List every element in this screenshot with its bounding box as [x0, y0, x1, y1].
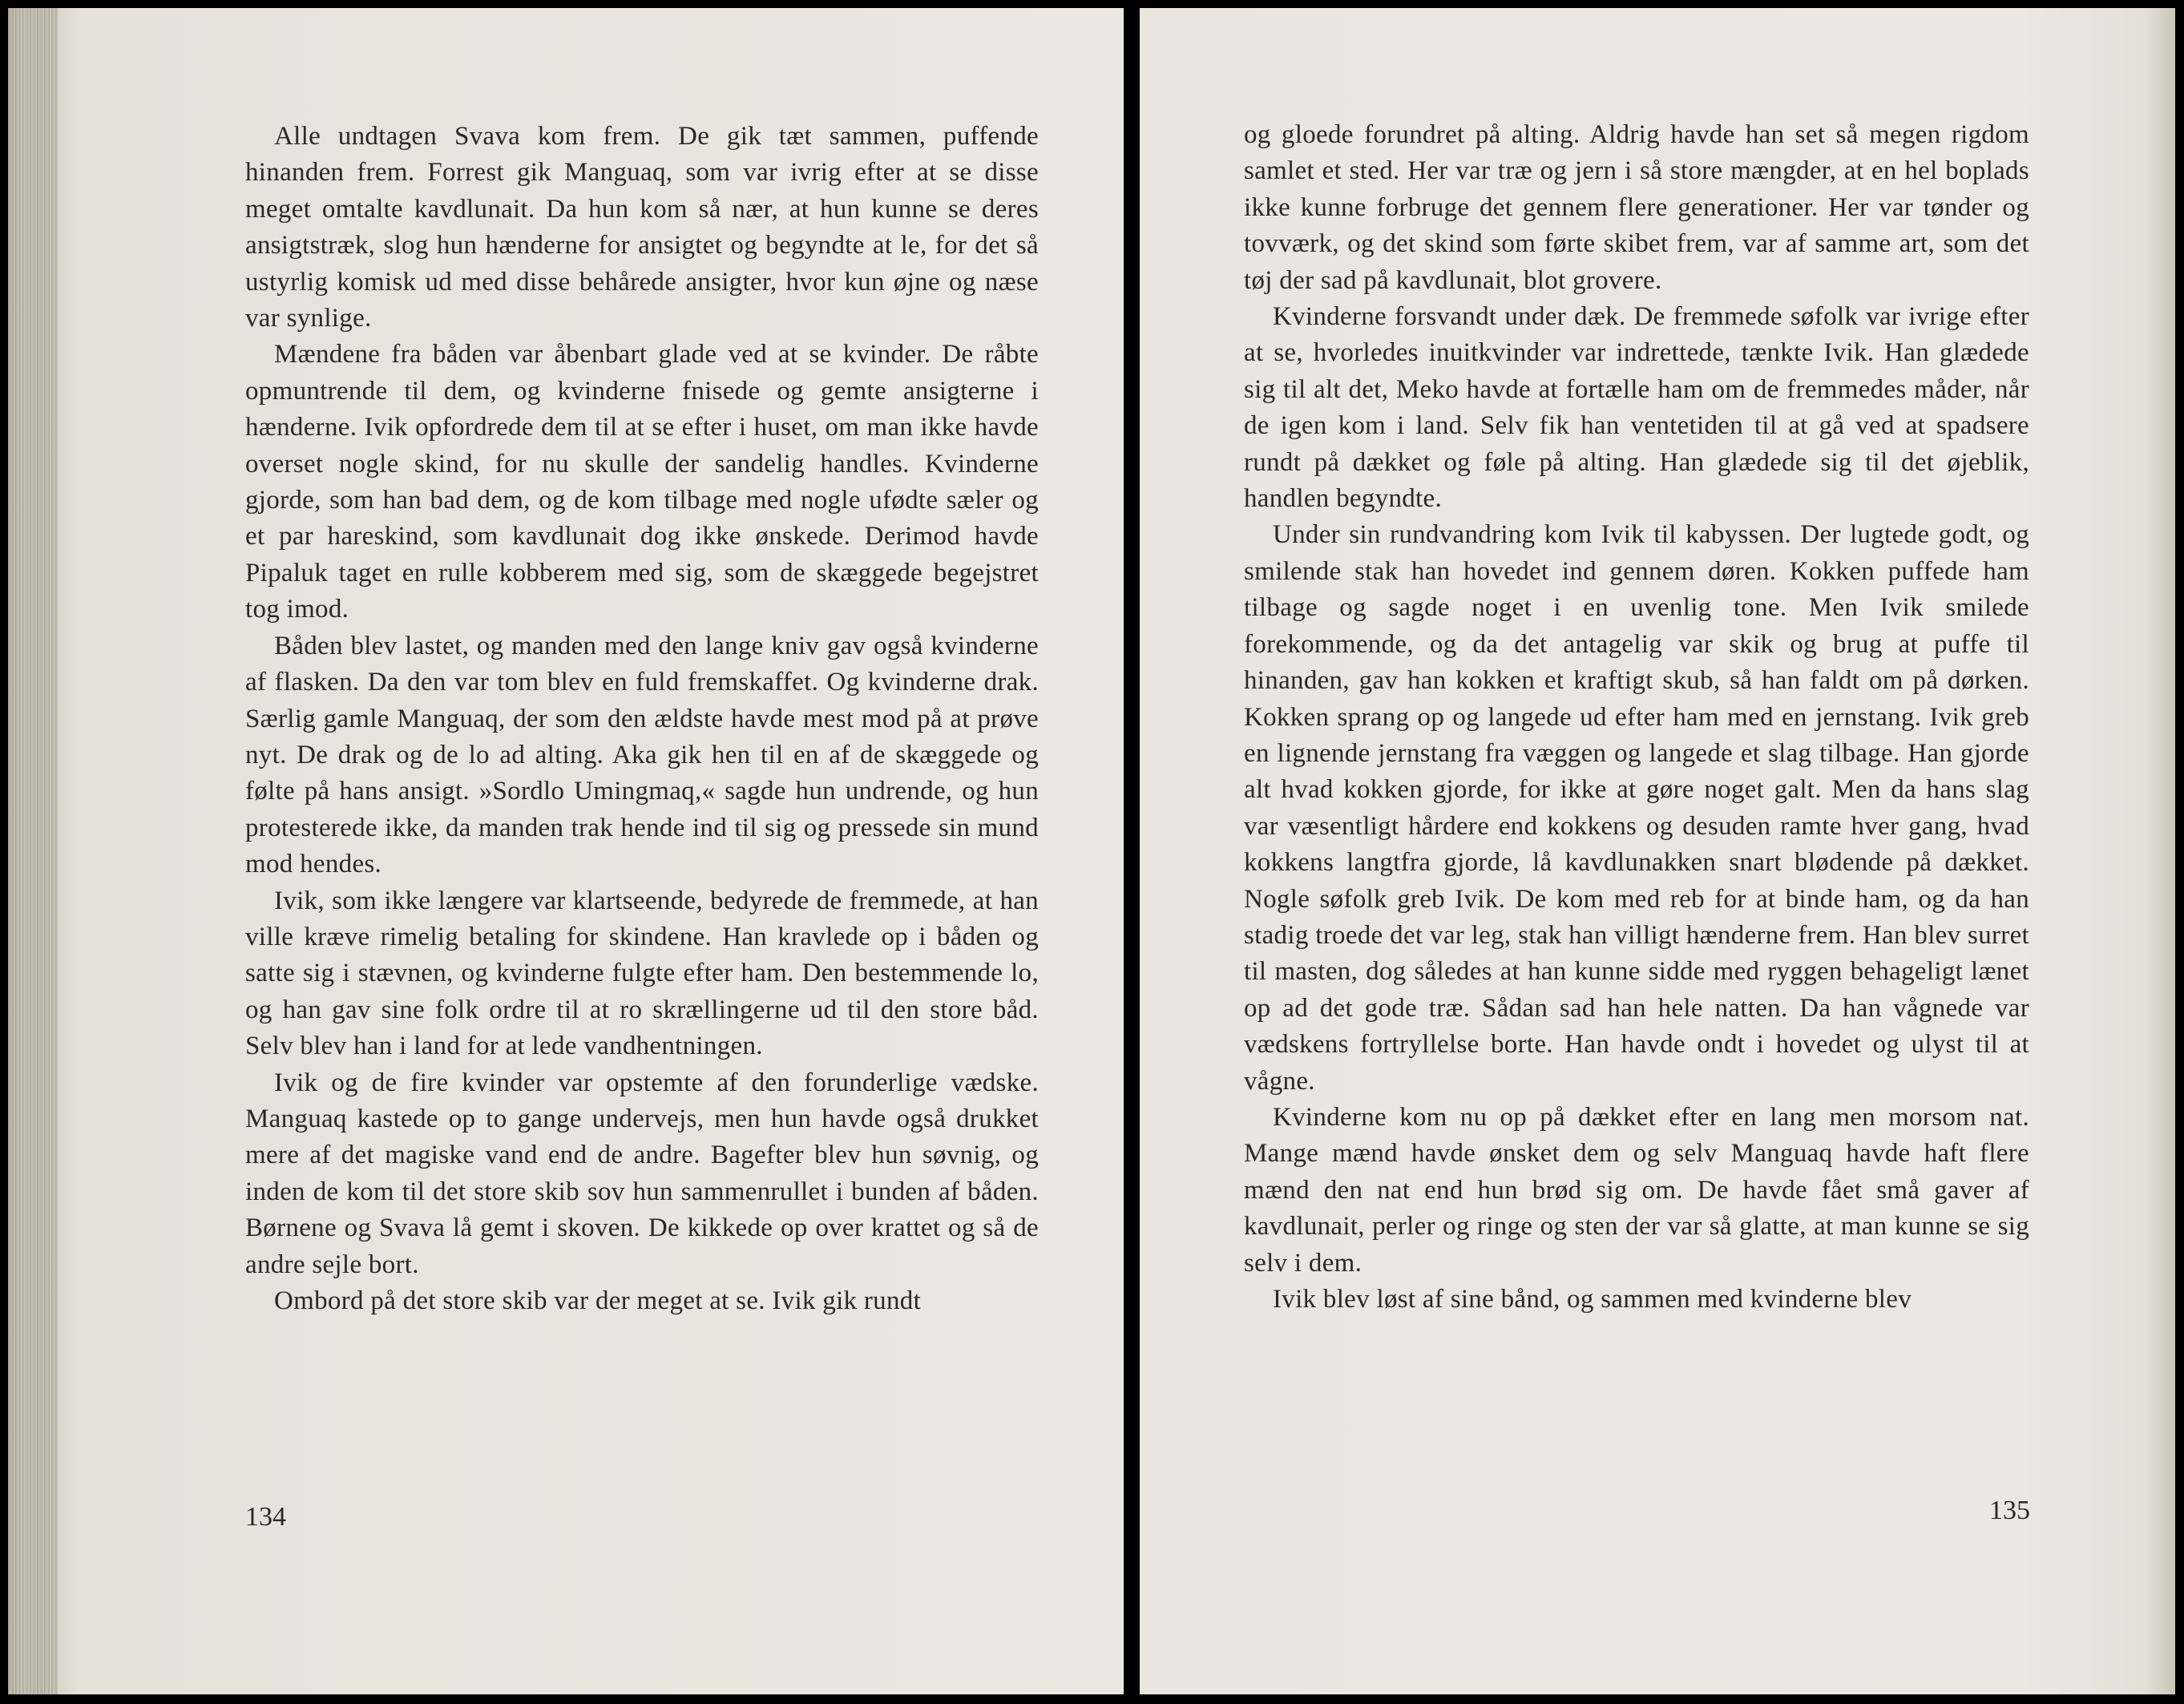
paragraph: Båden blev lastet, og manden med den lange kniv gav også kvinderne af flasken. Da den var tom blev en fuld fremskaffet. Og kvinderne drak. Særlig gamle Manguaq, der som den ældste havde mest mod på at prøve nyt. De drak og de lo ad alting. Aka gik hen til en af de skæggede og følte på hans ansigt. »Sordlo Umingmaq,« sagde hun undrende, og hun protesterede ikke, da manden trak hende ind til sig og pressede sin mund mod hendes. — [245, 631, 1039, 879]
right-page — [1140, 8, 2175, 1694]
page-edge-stack — [8, 8, 58, 1694]
paragraph: Alle undtagen Svava kom frem. De gik tæt sammen, puffende hinanden frem. Forrest gik Manguaq, som var ivrig efter at se disse meget omtalte kavdlunait. Da hun kom så nær, at hun kunne se deres ansigtstræk, slog hun hænderne for ansigtet og begyndte at le, for det så ustyrlig komisk ud med disse behårede ansigter, hvor kun øjne og næse var synlige. — [245, 122, 1039, 333]
right-page-text — [1244, 117, 2029, 1318]
page-number: 135 — [1989, 1496, 2030, 1525]
page-number: 134 — [245, 1502, 286, 1532]
paragraph: Ivik, som ikke længere var klartseende, bedyrede de fremmede, at han ville kræve rimelig betaling for skindene. Han kravlede op i båden og satte sig i stævnen, og kvinderne fulgte efter ham. Den bestemmende lo, og han gav sine folk ordre til at ro skrællingerne ud til den store båd. Selv blev han i land for at lede vandhentningen. — [245, 886, 1039, 1061]
paragraph: Ombord på det store skib var der meget at se. Ivik gik rundt — [274, 1286, 922, 1315]
paragraph: Kvinderne forsvandt under dæk. De fremmede søfolk var ivrige efter at se, hvorledes inuitkvinder var indrettede, tænkte Ivik. Han glædede sig til alt det, Meko havde at fortælle ham om de fremmedes måder, når de igen kom i land. Selv fik han ventetiden til at gå ved at spadsere rundt på dækket og føle på alting. Han glædede sig til det øjeblik, handlen begyndte. — [1244, 302, 2029, 514]
paragraph: Mændene fra båden var åbenbart glade ved at se kvinder. De råbte opmuntrende til dem, og kvinderne fnisede og gemte ansigterne i hænderne. Ivik opfordrede dem til at se efter i huset, om man ikke havde overset nogle skind, for nu skulle der sandelig handles. Kvinderne gjorde, som han bad dem, og de kom tilbage med nogle ufødte sæler og et par hareskind, som kavdlunait dog ikke ønskede. Derimod havde Pipaluk taget en rulle kobberem med sig, som de skæggede begejstret tog imod. — [245, 340, 1039, 624]
paragraph: og gloede forundret på alting. Aldrig havde han set så megen rigdom samlet et sted. Her var træ og jern i så store mængder, at en hel boplads ikke kunne forbruge det gennem flere generationer. Her var tønder og tovværk, og det skind som førte skibet frem, var af samme art, som det tøj der sad på kavdlunait, blot grovere. — [1244, 120, 2029, 295]
paragraph: Kvinderne kom nu op på dækket efter en lang men morsom nat. Mange mænd havde ønsket dem og selv Manguaq havde haft flere mænd den nat end hun brød sig om. De havde fået små gaver af kavdlunait, perler og ringe og sten der var så glatte, at man kunne se sig selv i dem. — [1244, 1102, 2029, 1278]
left-page-text — [245, 119, 1039, 1319]
left-page — [8, 8, 1124, 1694]
paragraph: Ivik blev løst af sine bånd, og sammen med kvinderne blev — [1273, 1285, 1912, 1314]
paragraph: Ivik og de fire kvinder var opstemte af den forunderlige vædske. Manguaq kastede op to gange undervejs, men hun havde også drukket mere af det magiske vand end de andre. Bagefter blev hun søvnig, og inden de kom til det store skib sov hun sammenrullet i bunden af båden. Børnene og Svava lå gemt i skoven. De kikkede op over krattet og så de andre sejle bort. — [245, 1068, 1039, 1279]
paragraph: Under sin rundvandring kom Ivik til kabyssen. Der lugtede godt, og smilende stak han hovedet ind gennem døren. Kokken puffede ham tilbage og sagde noget i en uvenlig tone. Men Ivik smilede forekommende, og da det antagelig var skik og brug at puffe til hinanden, gav han kokken et kraftigt skub, så han faldt om på dørken. Kokken sprang op og langede ud efter ham med en jernstang. Ivik greb en lignende jernstang fra væggen og langede et slag tilbage. Han gjorde alt hvad kokken gjorde, for ikke at gøre noget galt. Men da hans slag var væsentligt hårdere end kokkens og desuden ramte hver gang, hvad kokkens langtfra gjorde, lå kavdlunakken snart blødende på dækket. Nogle søfolk greb Ivik. De kom med reb for at binde ham, og da han stadig troede det var leg, stak han villigt hænderne frem. Han blev surret til masten, dog således at han kunne sidde med ryggen behageligt lænet op ad det gode træ. Sådan sad han hele natten. Da han vågnede var vædskens fortryllelse borte. Han havde ondt i hovedet og ulyst til at vågne. — [1244, 520, 2029, 1096]
